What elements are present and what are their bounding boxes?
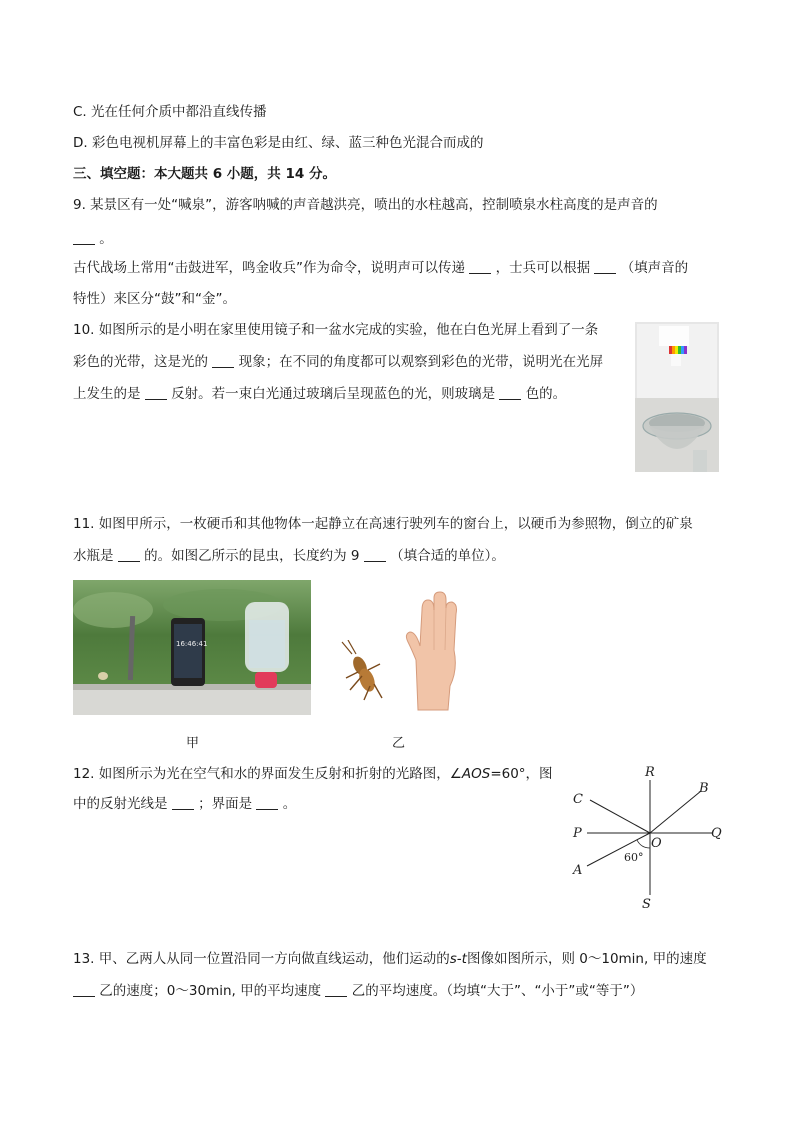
answer-blank[interactable] xyxy=(256,795,278,810)
answer-blank[interactable] xyxy=(118,547,140,562)
answer-blank[interactable] xyxy=(212,353,234,368)
label-b: B xyxy=(699,781,709,796)
answer-blank[interactable] xyxy=(499,385,521,400)
angle-aos: AOS xyxy=(461,766,491,782)
q9-line-2 xyxy=(73,230,113,248)
label-a: A xyxy=(573,863,583,878)
q12-line-1 xyxy=(73,765,553,783)
answer-blank[interactable] xyxy=(325,982,347,997)
q13-line-2-b: 乙的平均速度。（均填“大于”、“小于”或“等于”） xyxy=(351,983,644,999)
q11-line-1: 11. 如图甲所示，一枚硬币和其他物体一起静立在高速行驶列车的窗台上，以硬币为参照物，倒立的矿泉 xyxy=(73,516,693,532)
q12-line-2 xyxy=(73,795,296,813)
q10-line-1: 10. 如图所示的是小明在家里使用镜子和一盆水完成的实验，他在白色光屏上看到了一条 xyxy=(73,322,599,338)
q10-line-2-b: 现象；在不同的角度都可以观察到彩色的光带，说明光在光屏 xyxy=(238,354,604,370)
hand-image xyxy=(400,590,466,715)
caption-yi: 乙 xyxy=(392,736,406,751)
q10-line-2 xyxy=(73,353,603,371)
q13-line-1 xyxy=(73,950,707,968)
q12-line-2-b: ；界面是 xyxy=(198,796,253,812)
option-c: C. 光在任何介质中都沿直线传播 xyxy=(73,104,267,120)
q13-line-1-b: 图像如图所示，则 0～10min, 甲的速度 xyxy=(466,951,707,967)
option-d: D. 彩色电视机屏幕上的丰富色彩是由红、绿、蓝三种色光混合而成的 xyxy=(73,135,484,151)
answer-blank[interactable] xyxy=(364,547,386,562)
q12-line-1-b: =60°，图 xyxy=(490,766,553,782)
ray-ob xyxy=(650,791,701,833)
q10-line-3-c: 色的。 xyxy=(525,386,567,402)
q11-line-2 xyxy=(73,547,505,565)
answer-blank[interactable] xyxy=(145,385,167,400)
answer-blank[interactable] xyxy=(172,795,194,810)
answer-blank[interactable] xyxy=(594,259,616,274)
prism-experiment-photo xyxy=(635,322,719,472)
q9-line-3-b: ，士兵可以根据 xyxy=(495,260,591,276)
q9-line-3-c: （填声音的 xyxy=(620,260,689,276)
label-p: P xyxy=(573,826,582,841)
q11-line-2-c: （填合适的单位）。 xyxy=(390,548,505,564)
q12-line-2-c: 。 xyxy=(282,796,297,812)
label-o: O xyxy=(651,836,662,851)
q11-line-2-a: 水瓶是 xyxy=(73,548,114,564)
st-graph-label: s-t xyxy=(449,951,467,967)
insect-image xyxy=(338,640,388,705)
light-path-diagram xyxy=(565,760,735,920)
q13-line-1-a: 13. 甲、乙两人从同一位置沿同一方向做直线运动，他们运动的 xyxy=(73,951,450,967)
angle-label: 60° xyxy=(624,851,644,864)
q13-line-2 xyxy=(73,982,643,1000)
q12-line-1-a: 12. 如图所示为光在空气和水的界面发生反射和折射的光路图，∠ xyxy=(73,766,462,782)
q9-line-3-a: 古代战场上常用“击鼓进军，鸣金收兵”作为命令，说明声可以传递 xyxy=(73,260,465,276)
label-r: R xyxy=(645,765,655,780)
label-c: C xyxy=(573,792,583,807)
q10-line-3-a: 上发生的是 xyxy=(73,386,141,402)
answer-blank[interactable] xyxy=(73,982,95,997)
ray-co xyxy=(590,800,650,833)
label-q: Q xyxy=(711,826,722,841)
phone-clock: 16:46:41 xyxy=(176,640,208,648)
q10-line-3 xyxy=(73,385,566,403)
q10-line-3-b: 反射。若一束白光通过玻璃后呈现蓝色的光，则玻璃是 xyxy=(171,386,496,402)
train-window-photo xyxy=(73,580,311,715)
q11-line-2-b: 的。如图乙所示的昆虫，长度约为 9 xyxy=(144,548,360,564)
caption-jia: 甲 xyxy=(186,736,200,751)
q9-line-2-end: 。 xyxy=(99,231,113,247)
answer-blank[interactable] xyxy=(469,259,491,274)
angle-arc xyxy=(637,840,650,848)
q9-line-3 xyxy=(73,259,688,277)
label-s: S xyxy=(642,897,651,912)
q9-line-4: 特性）来区分“鼓”和“金”。 xyxy=(73,291,236,307)
answer-blank[interactable] xyxy=(73,230,95,245)
section-heading: 三、填空题：本大题共 6 小题，共 14 分。 xyxy=(73,166,336,182)
q10-line-2-a: 彩色的光带，这是光的 xyxy=(73,354,208,370)
q9-line-1: 9. 某景区有一处“喊泉”，游客呐喊的声音越洪亮，喷出的水柱越高，控制喷泉水柱高度的是声音的 xyxy=(73,197,658,213)
q12-line-2-a: 中的反射光线是 xyxy=(73,796,168,812)
q13-line-2-a: 乙的速度；0～30min, 甲的平均速度 xyxy=(99,983,322,999)
